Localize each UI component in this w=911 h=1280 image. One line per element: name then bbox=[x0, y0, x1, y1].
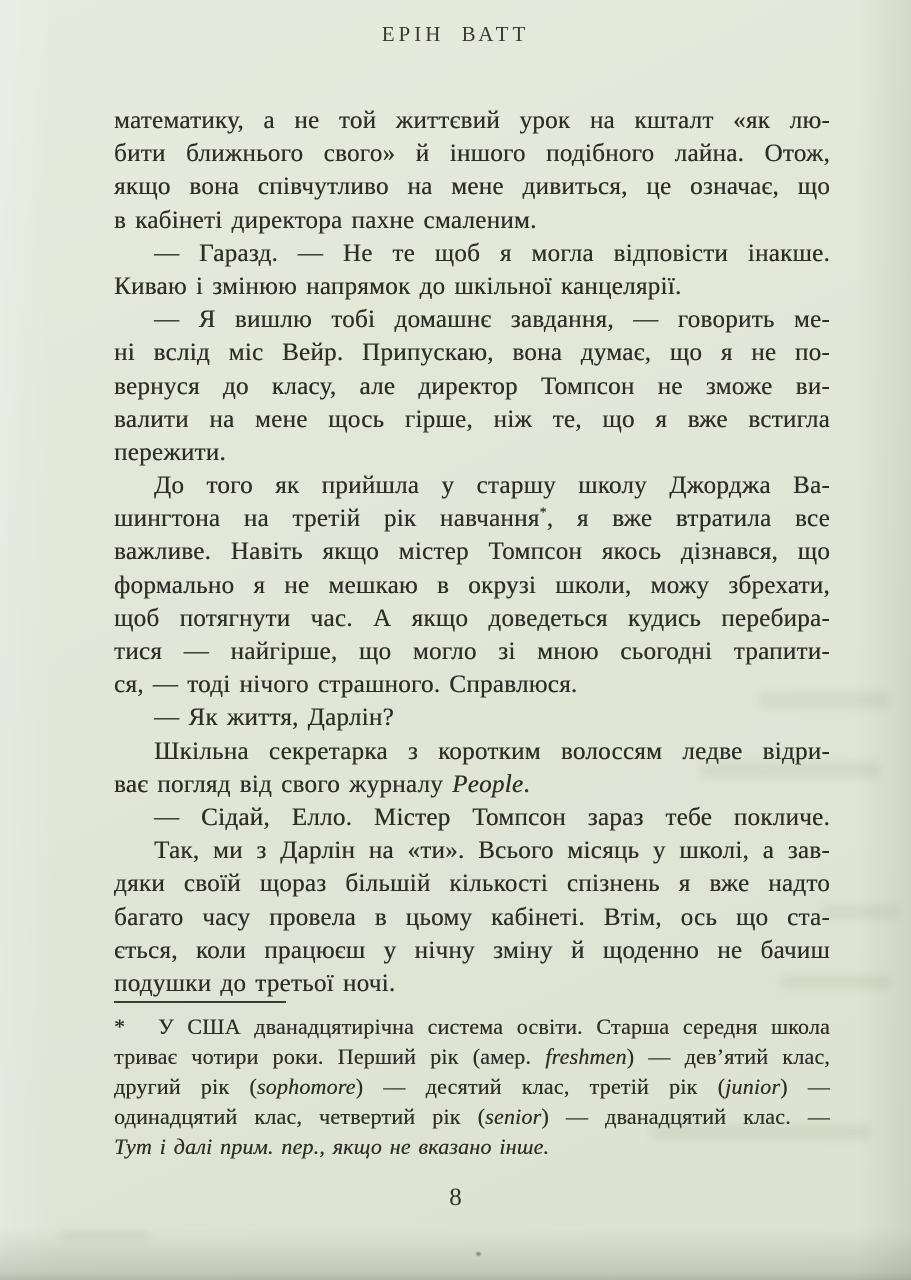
body-line: математику, а не той життєвий урок на кшталт «як лю- bbox=[114, 107, 830, 134]
foreign-term-italic: freshmen bbox=[545, 1044, 627, 1069]
footnote-segment: триває чотири роки. Перший рік (амер. bbox=[114, 1044, 546, 1069]
footnote-line-translator-note: Тут і далі прим. пер., якщо не вказано інше. bbox=[114, 1134, 550, 1159]
footnote-marker: * bbox=[114, 1014, 126, 1039]
body-line: Киваю і змінюю напрямок до шкільної канцелярії. bbox=[114, 272, 682, 300]
body-line-segment: , я вже втратила все bbox=[546, 505, 831, 533]
footnote-line bbox=[114, 1102, 830, 1132]
footnote-segment: ) — дев’ятий клас, bbox=[626, 1044, 830, 1069]
dust-speck bbox=[476, 1252, 481, 1256]
footnote-segment: другий рік ( bbox=[114, 1074, 257, 1099]
body-line-segment: . bbox=[523, 770, 530, 798]
body-line: ється, коли працюєш у нічну зміну й щоденно не бачиш bbox=[114, 936, 830, 964]
body-line: ні вслід міс Вейр. Припускаю, вона думає, що я не по- bbox=[114, 339, 830, 367]
body-line: — Я вишлю тобі домашнє завдання, — говорить ме- bbox=[154, 306, 830, 334]
footnote bbox=[114, 1012, 830, 1162]
body-line bbox=[114, 768, 830, 801]
body-line-segment: шингтона на третій рік навчання bbox=[114, 505, 540, 533]
body-line: ся, — тоді нічого страшного. Справлюся. bbox=[114, 671, 578, 699]
body-line: валити на мене щось гірше, ніж те, що я вже встигла bbox=[114, 405, 830, 433]
body-text bbox=[114, 104, 830, 1000]
body-line: Шкільна секретарка з коротким волоссям ледве відри- bbox=[154, 737, 830, 765]
body-line: бити ближнього свого» й іншого подібного лайна. Отож, bbox=[114, 140, 830, 168]
body-line bbox=[114, 502, 830, 535]
footnote-segment: У США дванадцятирічна система освіти. Старша середня школа bbox=[158, 1014, 830, 1039]
footnote-line bbox=[114, 1042, 830, 1072]
body-line-segment: ває погляд від свого журналу bbox=[114, 770, 453, 798]
footnote-segment: ) — дванадцятий клас. — bbox=[541, 1104, 830, 1129]
page-number: 8 bbox=[449, 1184, 462, 1211]
body-line: подушки до третьої ночі. bbox=[114, 969, 396, 997]
running-header: ЕРІН ВАТТ bbox=[381, 22, 530, 46]
body-line: важливе. Навіть якщо містер Томпсон якось дізнався, що bbox=[114, 538, 830, 566]
body-line: формально я не мешкаю в окрузі школи, можу збрехати, bbox=[114, 571, 830, 599]
body-line: щоб потягнути час. А якщо доведеться кудись перебира- bbox=[114, 604, 830, 632]
footnote-divider-rule bbox=[114, 1001, 286, 1003]
magazine-title-italic: People bbox=[452, 770, 524, 798]
footnote-segment: одинадцятий клас, четвертий рік ( bbox=[114, 1104, 486, 1129]
body-line: в кабінеті директора пахне смаленим. bbox=[114, 206, 537, 234]
footnote-segment: ) — десятий клас, третій рік ( bbox=[355, 1074, 726, 1099]
body-line: пережити. bbox=[114, 438, 226, 466]
footnote-line bbox=[114, 1012, 830, 1042]
foreign-term-italic: junior bbox=[725, 1074, 781, 1099]
body-line: вернуся до класу, але директор Томпсон не зможе ви- bbox=[114, 372, 830, 400]
body-line: Так, ми з Дарлін на «ти». Всього місяць у школі, а зав- bbox=[154, 837, 830, 865]
body-line: багато часу провела в цьому кабінеті. Втім, ось що ста- bbox=[114, 903, 830, 931]
footnote-segment: ) — bbox=[780, 1074, 830, 1099]
footnote-line bbox=[114, 1072, 830, 1102]
show-through-smudge bbox=[60, 1230, 150, 1240]
body-line: дяки своїй щораз більшій кількості спізнень я вже надто bbox=[114, 870, 830, 898]
body-line: якщо вона співчутливо на мене дивиться, це означає, що bbox=[114, 173, 830, 201]
body-line: — Гаразд. — Не те щоб я могла відповісти інакше. bbox=[154, 239, 830, 267]
footnote-reference-asterisk: * bbox=[539, 504, 547, 520]
body-line: — Сідай, Елло. Містер Томпсон зараз тебе покличе. bbox=[154, 803, 830, 831]
foreign-term-italic: sophomore bbox=[256, 1074, 356, 1099]
body-line: До того як прийшла у старшу школу Джорджа Ва- bbox=[154, 472, 830, 500]
foreign-term-italic: senior bbox=[485, 1104, 542, 1129]
body-line: тися — найгірше, що могло зі мною сьогодні трапити- bbox=[114, 638, 830, 665]
body-line: — Як життя, Дарлін? bbox=[154, 704, 394, 732]
show-through-smudge bbox=[820, 905, 900, 919]
